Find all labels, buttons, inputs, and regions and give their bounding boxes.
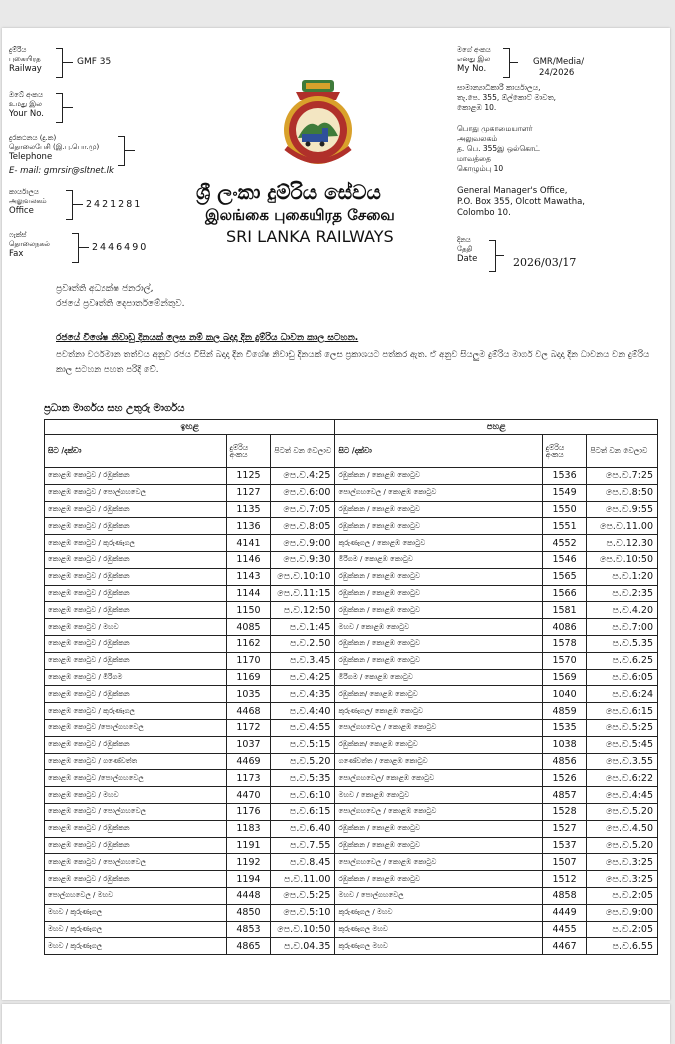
- table-row: [45, 619, 658, 636]
- down-route: කුරුණෑගල / කොළඹ කොටුව: [335, 535, 542, 552]
- up-train-no: 1143: [226, 568, 271, 585]
- railway-dash: [63, 62, 73, 63]
- addressee-line-1: ප්‍රවෘත්ති අධ්‍යක්ෂ ජනරාල්,: [56, 284, 154, 294]
- title-english: SRI LANKA RAILWAYS: [226, 227, 394, 246]
- up-route: කොළඹ කොටුව / රඹුක්කන: [45, 501, 227, 518]
- up-depart-time: ප.ව.4:40: [271, 703, 335, 720]
- up-route: කොළඹ කොටුව / පොල්ගහවෙල: [45, 803, 227, 820]
- down-train-no: 1535: [542, 719, 587, 736]
- table-row: [45, 787, 658, 804]
- down-depart-time: පෙ.ව.4.50: [587, 820, 658, 837]
- down-train-no: 1040: [542, 686, 587, 703]
- table-row: [45, 686, 658, 703]
- up-train-no: 1172: [226, 719, 271, 736]
- down-depart-time: පෙ.ව.9:55: [587, 501, 658, 518]
- address-english: General Manager's Office, P.O. Box 355, Olcott Mawatha, Colombo 10.: [457, 186, 586, 218]
- table-row: [45, 938, 658, 955]
- up-route: කොළඹ කොටුව / කුරුණෑගල: [45, 703, 227, 720]
- table-row: [45, 703, 658, 720]
- up-train-no: 1146: [226, 551, 271, 568]
- table-row: [45, 568, 658, 585]
- table-row: [45, 518, 658, 535]
- down-route: රඹුක්කන / කොළඹ කොටුව: [335, 635, 542, 652]
- down-depart-time: ප.ව.12.30: [587, 535, 658, 552]
- up-depart-time: පෙ.ව.10:50: [271, 921, 335, 938]
- down-train-no: 4857: [542, 787, 587, 804]
- up-depart-time: පෙ.ව.10:10: [271, 568, 335, 585]
- down-route: රඹුක්කන / කොළඹ කොටුව: [335, 468, 542, 485]
- railway-ref: GMF 35: [77, 57, 112, 67]
- up-route: මහව / කුරුණෑගල: [45, 904, 227, 921]
- down-train-no: 1570: [542, 652, 587, 669]
- down-route: මහව / කොළඹ කොටුව: [335, 619, 542, 636]
- down-route: රඹුක්කන / කොළඹ කොටුව: [335, 602, 542, 619]
- date-brace: [489, 240, 496, 272]
- up-train-no: 1125: [226, 468, 271, 485]
- up-route: කොළඹ කොටුව / මීරිගම: [45, 669, 227, 686]
- up-depart-time: ප.ව.12:50: [271, 602, 335, 619]
- up-depart-time: ප.ව.5.20: [271, 753, 335, 770]
- railway-label: දුම්රිය புகையிரத Railway: [9, 46, 42, 74]
- down-depart-time: පෙ.ව.4:45: [587, 787, 658, 804]
- down-train-no: 1549: [542, 484, 587, 501]
- down-route: මහව / පොල්ගහවෙල: [335, 887, 542, 904]
- table-row: [45, 753, 658, 770]
- timetable: [44, 419, 658, 955]
- table-row: [45, 770, 658, 787]
- down-train-no: 4552: [542, 535, 587, 552]
- up-depart-time: පෙ.ව.7:05: [271, 501, 335, 518]
- down-depart-time: ප.ව.2:05: [587, 887, 658, 904]
- down-route: මීරිගම / කොළඹ කොටුව: [335, 669, 542, 686]
- down-depart-time: පෙ.ව.6:22: [587, 770, 658, 787]
- up-train-no: 1170: [226, 652, 271, 669]
- down-route: රඹුක්කන/ කොළඹ කොටුව: [335, 686, 542, 703]
- up-train-no: 1183: [226, 820, 271, 837]
- email-address[interactable]: E- mail: gmrsir@sltnet.lk: [9, 166, 114, 176]
- up-route: කොළඹ කොටුව / රඹුක්කන: [45, 820, 227, 837]
- down-train-no: 1551: [542, 518, 587, 535]
- telephone-label: දුරකථනය (දු.ක) தொலைபேசி (இ.பு.பொ.மு) Telephone: [9, 134, 100, 162]
- down-depart-time: ප.ව.6.55: [587, 938, 658, 955]
- your-no-label: ඔබේ අංකය உமது இல Your No.: [9, 91, 44, 119]
- up-route: කොළඹ කොටුව / රඹුක්කන: [45, 602, 227, 619]
- down-depart-time: ප.ව.4.20: [587, 602, 658, 619]
- up-depart-time: ප.ව.4:55: [271, 719, 335, 736]
- title-tamil: இலங்கை புகையிரத சேவை: [205, 206, 395, 224]
- my-no-value: GMR/Media/ 24/2026: [533, 57, 585, 78]
- down-depart-time: ප.ව.6:24: [587, 686, 658, 703]
- up-route: කොළඹ කොටුව / රඹුක්කන: [45, 585, 227, 602]
- your-no-dash: [63, 107, 73, 108]
- fax-number: 2446490: [92, 242, 149, 253]
- down-depart-time: පෙ.ව.10:50: [587, 551, 658, 568]
- table-row: [45, 719, 658, 736]
- table-row: [45, 921, 658, 938]
- down-train-no: 1536: [542, 468, 587, 485]
- table-row: [45, 585, 658, 602]
- down-train-no: 4858: [542, 887, 587, 904]
- up-depart-time: ප.ව.6:10: [271, 787, 335, 804]
- my-no-label: මගේ අංකය எனது இல My No.: [457, 46, 491, 74]
- up-train-no: 4865: [226, 938, 271, 955]
- up-route: කොළඹ කොටුව / රඹුක්කන: [45, 837, 227, 854]
- down-route: රඹුක්කන/ කොළඹ කොටුව: [335, 736, 542, 753]
- up-train-no: 1150: [226, 602, 271, 619]
- down-header: පහළ: [335, 420, 658, 435]
- railway-brace: [56, 48, 63, 78]
- down-route: මීරිගම / කොළඹ කොටුව: [335, 551, 542, 568]
- down-train-no: 1527: [542, 820, 587, 837]
- down-route: පොල්ගහවෙල / කොළඹ කොටුව: [335, 803, 542, 820]
- up-route: කොළඹ කොටුව / රඹුක්කන: [45, 686, 227, 703]
- up-route: කොළඹ කොටුව / රඹුක්කන: [45, 551, 227, 568]
- up-route: කොළඹ කොටුව / රඹුක්කන: [45, 652, 227, 669]
- your-no-brace: [56, 93, 63, 123]
- down-route: පොල්ගහවෙල / කොළඹ කොටුව: [335, 854, 542, 871]
- down-route: කුරුණෑගල මහව: [335, 921, 542, 938]
- down-train-no: 4467: [542, 938, 587, 955]
- fax-label: ෆැක්ස් தொலைநகல் Fax: [9, 231, 50, 259]
- office-phone: 2421281: [86, 199, 143, 210]
- fax-brace: [72, 233, 79, 263]
- down-depart-time: ප.ව.1:20: [587, 568, 658, 585]
- down-route: රඹුක්කන / කොළඹ කොටුව: [335, 652, 542, 669]
- down-depart-time: පෙ.ව.3.55: [587, 753, 658, 770]
- up-depart-time: ප.ව.11.00: [271, 871, 335, 888]
- up-route: කොළඹ කොටුව /පොල්ගහවෙල: [45, 770, 227, 787]
- up-train-no: 1191: [226, 837, 271, 854]
- up-train-no: 4470: [226, 787, 271, 804]
- down-train-no: 4856: [542, 753, 587, 770]
- addressee-line-2: රජයේ ප්‍රවෘත්ති දෙපාර්තමේන්තුව.: [56, 299, 185, 309]
- up-route: කොළඹ කොටුව / ගණේවත්ත: [45, 753, 227, 770]
- down-depart-time: පෙ.ව.7:25: [587, 468, 658, 485]
- up-train-no: 1135: [226, 501, 271, 518]
- up-route: කොළඹ කොටුව / රඹුක්කන: [45, 518, 227, 535]
- table-row: [45, 602, 658, 619]
- up-train-no: 4141: [226, 535, 271, 552]
- down-depart-time: ප.ව.2:35: [587, 585, 658, 602]
- down-train-no: 1569: [542, 669, 587, 686]
- down-route: ගණේවත්ත / කොළඹ කොටුව: [335, 753, 542, 770]
- up-train-no: 1144: [226, 585, 271, 602]
- up-route: කොළඹ කොටුව / පොල්ගහවෙල: [45, 854, 227, 871]
- emblem-wheel-1: [306, 142, 311, 147]
- up-depart-time: ප.ව.1:45: [271, 619, 335, 636]
- up-depart-time: පෙ.ව.5:10: [271, 904, 335, 921]
- down-route: රඹුක්කන / කොළඹ කොටුව: [335, 820, 542, 837]
- table-row: [45, 837, 658, 854]
- next-page-edge: [2, 1004, 670, 1044]
- down-train-no: 1566: [542, 585, 587, 602]
- up-route: පොල්ගහවෙල / මහව: [45, 887, 227, 904]
- down-route: රඹුක්කන / කොළඹ කොටුව: [335, 585, 542, 602]
- section-title: ප්‍රධාන මාර්ගය සහ උතුරු මාර්ගය: [44, 403, 185, 414]
- up-depart-time: ප.ව.4:25: [271, 669, 335, 686]
- up-header: ඉහළ: [45, 420, 335, 435]
- up-train-no: 1035: [226, 686, 271, 703]
- down-depart-time: පෙ.ව.11.00: [587, 518, 658, 535]
- table-row: [45, 904, 658, 921]
- up-depart-time: පෙ.ව.9:30: [271, 551, 335, 568]
- down-depart-time: පෙ.ව.6:15: [587, 703, 658, 720]
- up-depart-time: පෙ.ව.11:15: [271, 585, 335, 602]
- table-row: [45, 551, 658, 568]
- down-route: රඹුක්කන / කොළඹ කොටුව: [335, 568, 542, 585]
- up-train-no: 1037: [226, 736, 271, 753]
- table-row: [45, 652, 658, 669]
- emblem-cab: [322, 128, 328, 136]
- up-route: මහව / කුරුණෑගල: [45, 938, 227, 955]
- timetable-body: [45, 468, 658, 955]
- down-route: රඹුක්කන / කොළඹ කොටුව: [335, 871, 542, 888]
- up-route: කොළඹ කොටුව / රඹුක්කන: [45, 871, 227, 888]
- down-depart-time: ප.ව.6.25: [587, 652, 658, 669]
- up-depart-time: ප.ව.5:35: [271, 770, 335, 787]
- up-train-no-header: දුම්රිය අංකය: [226, 435, 271, 468]
- down-train-no: 1581: [542, 602, 587, 619]
- table-row: [45, 736, 658, 753]
- emblem-wheel-2: [320, 142, 325, 147]
- down-train-no-header: දුම්රිය අංකය: [542, 435, 587, 468]
- up-route: කොළඹ කොටුව / රඹුක්කන: [45, 468, 227, 485]
- address-sinhala: සාමාන්‍යාධිකාරී කාර්යාලය, තැ.පෙ. 355, ඕල්කොට් මාවත, කොළඹ 10.: [457, 83, 557, 112]
- down-train-no: 1578: [542, 635, 587, 652]
- up-depart-header: පිටත් වන වෙලාව: [271, 435, 335, 468]
- down-route: රඹුක්කන / කොළඹ කොටුව: [335, 837, 542, 854]
- emblem-crown-band: [306, 83, 330, 89]
- office-brace: [66, 190, 73, 220]
- my-no-brace: [503, 48, 510, 78]
- down-depart-header: පිටත් වන වෙලාව: [587, 435, 658, 468]
- up-route: කොළඹ කොටුව / මහව: [45, 619, 227, 636]
- table-row: [45, 871, 658, 888]
- down-station-header: සිට /දක්වා: [335, 435, 542, 468]
- up-depart-time: ප.ව.4:35: [271, 686, 335, 703]
- office-dash: [73, 204, 83, 205]
- up-depart-time: පෙ.ව.9:00: [271, 535, 335, 552]
- my-no-dash: [510, 62, 518, 63]
- table-row: [45, 854, 658, 871]
- down-route: කුරුණෑගල මහව: [335, 938, 542, 955]
- down-route: රඹුක්කන / කොළඹ කොටුව: [335, 518, 542, 535]
- table-row: [45, 484, 658, 501]
- down-depart-time: පෙ.ව.3:25: [587, 854, 658, 871]
- up-depart-time: පෙ.ව.6:00: [271, 484, 335, 501]
- up-route: කොළඹ කොටුව / කුරුණෑගල: [45, 535, 227, 552]
- table-row: [45, 803, 658, 820]
- up-route: මහව / කුරුණෑගල: [45, 921, 227, 938]
- up-train-no: 4469: [226, 753, 271, 770]
- table-row: [45, 820, 658, 837]
- table-row: [45, 501, 658, 518]
- up-route: කොළඹ කොටුව / රඹුක්කන: [45, 568, 227, 585]
- table-row: [45, 635, 658, 652]
- down-depart-time: ප.ව.5.35: [587, 635, 658, 652]
- up-train-no: 1169: [226, 669, 271, 686]
- down-train-no: 4455: [542, 921, 587, 938]
- down-depart-time: පෙ.ව.9:00: [587, 904, 658, 921]
- down-train-no: 1546: [542, 551, 587, 568]
- down-train-no: 1507: [542, 854, 587, 871]
- down-depart-time: පෙ.ව.5.20: [587, 837, 658, 854]
- down-train-no: 1565: [542, 568, 587, 585]
- up-route: කොළඹ කොටුව / රඹුක්කන: [45, 736, 227, 753]
- up-depart-time: පෙ.ව.5:25: [271, 887, 335, 904]
- down-route: කුරුණෑගල / මහව: [335, 904, 542, 921]
- down-depart-time: ප.ව.2:05: [587, 921, 658, 938]
- down-route: පොල්ගහවෙල / කොළඹ කොටුව: [335, 484, 542, 501]
- down-train-no: 1528: [542, 803, 587, 820]
- telephone-brace: [118, 136, 125, 166]
- up-depart-time: ප.ව.8.45: [271, 854, 335, 871]
- up-route: කොළඹ කොටුව / මහව: [45, 787, 227, 804]
- letter-date: 2026/03/17: [513, 256, 577, 269]
- table-row: [45, 669, 658, 686]
- up-train-no: 1192: [226, 854, 271, 871]
- down-train-no: 1038: [542, 736, 587, 753]
- table-row: [45, 887, 658, 904]
- up-depart-time: ප.ව.5:15: [271, 736, 335, 753]
- down-depart-time: ප.ව.6:05: [587, 669, 658, 686]
- down-route: රඹුක්කන / කොළඹ කොටුව: [335, 501, 542, 518]
- up-train-no: 1194: [226, 871, 271, 888]
- up-train-no: 1173: [226, 770, 271, 787]
- down-train-no: 4086: [542, 619, 587, 636]
- letter-body: පවත්නා වර්ථමාන තත්වය අනුව රජය විසින් බදාදා දින විශේෂ නිවාඩු දිනයක් ලෙස ප්‍රකාශයට පත්කර ඇත. ඒ අනුව සියලුම දුම්රිය මාර්ග වල බදාදා දින ධාවනය වන දුම්රිය කාල සටහන පහත පරිදි වේ.: [56, 350, 650, 375]
- down-depart-time: පෙ.ව.5:25: [587, 719, 658, 736]
- up-train-no: 1136: [226, 518, 271, 535]
- up-train-no: 1176: [226, 803, 271, 820]
- up-depart-time: පෙ.ව.8:05: [271, 518, 335, 535]
- up-depart-time: ප.ව.6.40: [271, 820, 335, 837]
- up-depart-time: ප.ව.3.45: [271, 652, 335, 669]
- down-depart-time: පෙ.ව.3:25: [587, 871, 658, 888]
- up-train-no: 4853: [226, 921, 271, 938]
- down-route: පොල්ගහවෙල/ කොළඹ කොටුව: [335, 770, 542, 787]
- up-route: කොළඹ කොටුව / පොල්ගහවෙල: [45, 484, 227, 501]
- down-train-no: 4859: [542, 703, 587, 720]
- up-route: කොළඹ කොටුව / රඹුක්කන: [45, 635, 227, 652]
- up-train-no: 4448: [226, 887, 271, 904]
- letter-subject: රජයේ විශේෂ නිවාඩු දිනයක් ලෙස නම් කල බදාදා දින දුම්රිය ධාවන කාල සටහන.: [56, 333, 359, 343]
- down-route: කුරුණෑගල/ කොළඹ කොටුව: [335, 703, 542, 720]
- up-station-header: සිට /දක්වා: [45, 435, 227, 468]
- up-depart-time: පෙ.ව.4:25: [271, 468, 335, 485]
- down-depart-time: පෙ.ව.5.20: [587, 803, 658, 820]
- down-train-no: 1512: [542, 871, 587, 888]
- table-row: [45, 535, 658, 552]
- up-depart-time: ප.ව.7.55: [271, 837, 335, 854]
- down-train-no: 1537: [542, 837, 587, 854]
- down-train-no: 1550: [542, 501, 587, 518]
- office-label: කාර්යාලය அலுவலகம் Office: [9, 188, 47, 216]
- up-train-no: 4850: [226, 904, 271, 921]
- up-depart-time: ප.ව.2.50: [271, 635, 335, 652]
- up-train-no: 1127: [226, 484, 271, 501]
- telephone-dash: [125, 150, 135, 151]
- fax-dash: [79, 247, 89, 248]
- down-train-no: 4449: [542, 904, 587, 921]
- title-sinhala: ශ්‍රී ලංකා දුම්රිය සේවය: [196, 180, 381, 204]
- up-train-no: 4085: [226, 619, 271, 636]
- down-route: මහව / කොළඹ කොටුව: [335, 787, 542, 804]
- up-depart-time: ප.ව.6:15: [271, 803, 335, 820]
- up-depart-time: ප.ව.04.35: [271, 938, 335, 955]
- date-label: දිනය தேதி Date: [457, 236, 478, 264]
- up-train-no: 1162: [226, 635, 271, 652]
- table-row: [45, 468, 658, 485]
- down-route: පොල්ගහවෙල / කොළඹ කොටුව: [335, 719, 542, 736]
- down-train-no: 1526: [542, 770, 587, 787]
- down-depart-time: ප.ව.7:00: [587, 619, 658, 636]
- up-train-no: 4468: [226, 703, 271, 720]
- down-depart-time: පෙ.ව.5:45: [587, 736, 658, 753]
- railway-emblem-icon: [278, 78, 358, 168]
- address-tamil: பொது முகாமையாளர் அலுவலகம் த. பெ. 355இ ஒல்கொட் மாவத்தை கொழும்பு 10: [457, 124, 540, 173]
- up-route: කොළඹ කොටුව /පොල්ගහවෙල: [45, 719, 227, 736]
- date-dash: [496, 255, 504, 256]
- down-depart-time: පෙ.ව.8:50: [587, 484, 658, 501]
